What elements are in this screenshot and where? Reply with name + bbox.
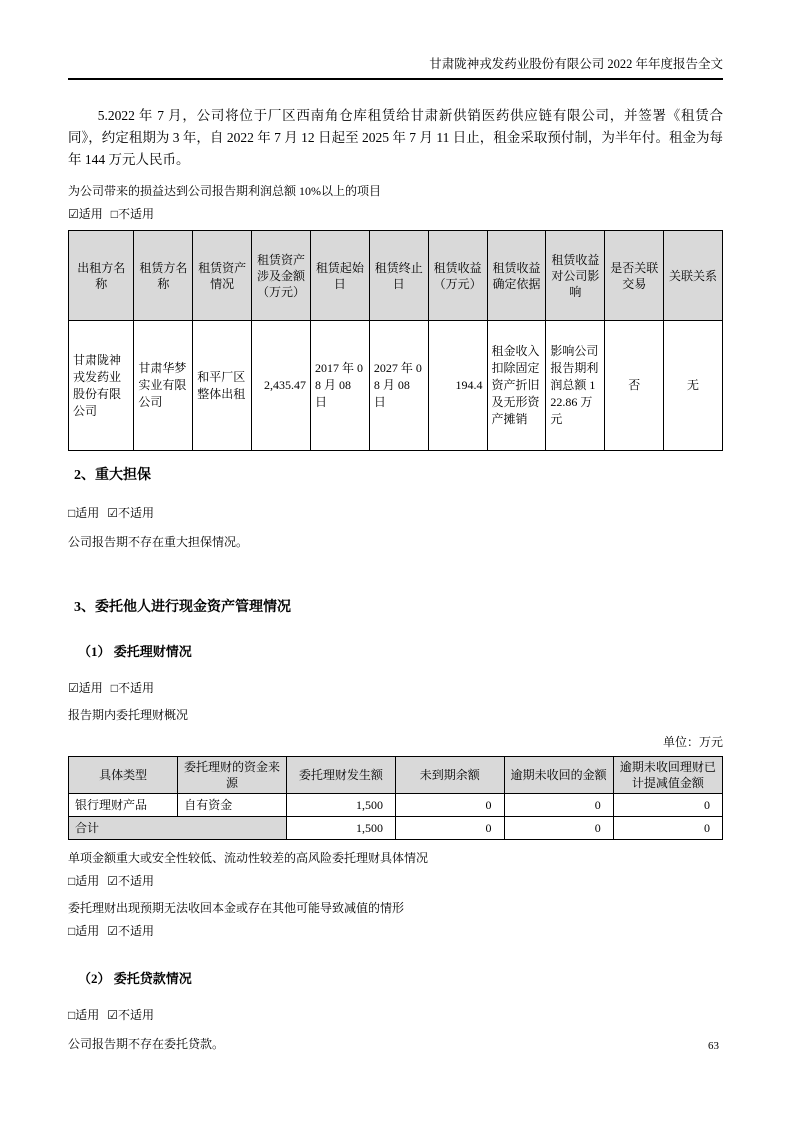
- wm-table-header-row: [69, 757, 723, 794]
- applicable-checkbox: □适用: [68, 1008, 100, 1022]
- wm-total-overdue: 0: [504, 817, 613, 840]
- wealth-mgmt-table: [68, 756, 723, 840]
- not-applicable-checkbox: □不适用: [110, 681, 155, 695]
- lease-cell-lessee: 甘肃华梦实业有限公司: [134, 321, 193, 451]
- wm-table-total-row: [69, 817, 723, 840]
- lease-cell-amount: 2,435.47: [252, 321, 311, 451]
- applicability-line-wealth-mgmt: [68, 680, 723, 697]
- applicability-line-lease: [68, 206, 723, 223]
- not-applicable-checkbox-checked: ☑不适用: [107, 924, 155, 938]
- wm-header-cell: 委托理财的资金来源: [178, 757, 287, 794]
- wm-total-impairment: 0: [613, 817, 722, 840]
- applicability-line-entrusted-loan: [68, 1007, 723, 1024]
- lease-header-cell: 租赁起始日: [310, 231, 369, 321]
- not-applicable-checkbox: □不适用: [110, 207, 155, 221]
- wm-cell-fund-source: 自有资金: [178, 794, 287, 817]
- section-2-title: 2、重大担保: [74, 468, 151, 483]
- lease-cell-end-date: 2027 年 08 月 08 日: [369, 321, 428, 451]
- lease-cell-start-date: 2017 年 08 月 08 日: [310, 321, 369, 451]
- wm-total-amount: 1,500: [286, 817, 395, 840]
- unit-label: 单位：万元: [662, 735, 723, 749]
- profit-threshold-note: 为公司带来的损益达到公司报告期利润总额 10%以上的项目: [68, 184, 381, 198]
- entrusted-loan-note: 公司报告期不存在委托贷款。: [68, 1037, 225, 1051]
- wm-header-cell: 委托理财发生额: [286, 757, 395, 794]
- lease-header-cell: 租赁资产涉及金额（万元）: [252, 231, 311, 321]
- wm-cell-amount: 1,500: [286, 794, 395, 817]
- wm-header-cell: 逾期未收回理财已计提减值金额: [613, 757, 722, 794]
- wm-header-cell: 具体类型: [69, 757, 178, 794]
- wm-cell-type: 银行理财产品: [69, 794, 178, 817]
- lease-cell-related-trade: 否: [605, 321, 664, 451]
- lease-table-data-row: [69, 321, 723, 451]
- lease-header-cell: 租赁资产情况: [193, 231, 252, 321]
- applicable-checkbox: □适用: [68, 924, 100, 938]
- wm-header-cell: 未到期余额: [395, 757, 504, 794]
- impairment-note: 委托理财出现预期无法收回本金或存在其他可能导致减值的情形: [68, 901, 405, 915]
- lease-header-cell: 租赁方名称: [134, 231, 193, 321]
- lease-cell-income: 194.4: [428, 321, 487, 451]
- not-applicable-checkbox-checked: ☑不适用: [107, 1008, 155, 1022]
- lease-header-cell: 是否关联交易: [605, 231, 664, 321]
- applicability-line-impairment: [68, 923, 723, 940]
- high-risk-note: 单项金额重大或安全性较低、流动性较差的高风险委托理财具体情况: [68, 851, 429, 865]
- lease-paragraph-5: 5.2022 年 7 月，公司将位于厂区西南角仓库租赁给甘肃新供销医药供应链有限公司，并签署《租赁合同》，约定租期为 3 年，自 2022 年 7 月 12 日起至 2025 年 7 月 11 日止，租金采取预付制，为半年付。租金为每年 144 万元人民币。: [68, 108, 723, 167]
- lease-cell-lessor: 甘肃陇神戎发药业股份有限公司: [69, 321, 134, 451]
- applicable-checkbox-checked: ☑适用: [68, 207, 103, 221]
- applicable-checkbox-checked: ☑适用: [68, 681, 103, 695]
- not-applicable-checkbox-checked: ☑不适用: [107, 874, 155, 888]
- wm-total-label: 合计: [69, 817, 287, 840]
- wm-cell-outstanding: 0: [395, 794, 504, 817]
- subsection-2-title: （2） 委托贷款情况: [78, 971, 192, 986]
- lease-cell-relation: 无: [664, 321, 723, 451]
- applicable-checkbox: □适用: [68, 506, 100, 520]
- lease-header-cell: 租赁收益确定依据: [487, 231, 546, 321]
- wm-table-data-row: [69, 794, 723, 817]
- lease-cell-asset: 和平厂区整体出租: [193, 321, 252, 451]
- lease-header-cell: 租赁收益（万元）: [428, 231, 487, 321]
- lease-header-cell: 出租方名称: [69, 231, 134, 321]
- wm-header-cell: 逾期未收回的金额: [504, 757, 613, 794]
- wealth-mgmt-overview-note: 报告期内委托理财概况: [68, 708, 189, 722]
- document-header-title: 甘肃陇神戎发药业股份有限公司 2022 年年度报告全文: [68, 56, 723, 80]
- wm-total-outstanding: 0: [395, 817, 504, 840]
- applicable-checkbox: □适用: [68, 874, 100, 888]
- applicability-line-guarantee: [68, 505, 723, 522]
- not-applicable-checkbox-checked: ☑不适用: [107, 506, 155, 520]
- lease-cell-income-basis: 租金收入扣除固定资产折旧及无形资产摊销: [487, 321, 546, 451]
- subsection-1-title: （1） 委托理财情况: [78, 644, 192, 659]
- lease-table: [68, 230, 723, 451]
- guarantee-note: 公司报告期不存在重大担保情况。: [68, 535, 249, 549]
- section-3-title: 3、委托他人进行现金资产管理情况: [74, 600, 291, 615]
- lease-cell-impact: 影响公司报告期利润总额 122.86 万元: [546, 321, 605, 451]
- lease-table-header-row: [69, 231, 723, 321]
- wm-cell-impairment: 0: [613, 794, 722, 817]
- page-number: 63: [708, 1040, 719, 1052]
- lease-header-cell: 关联关系: [664, 231, 723, 321]
- lease-header-cell: 租赁终止日: [369, 231, 428, 321]
- wm-cell-overdue: 0: [504, 794, 613, 817]
- lease-header-cell: 租赁收益对公司影响: [546, 231, 605, 321]
- applicability-line-high-risk: [68, 873, 723, 890]
